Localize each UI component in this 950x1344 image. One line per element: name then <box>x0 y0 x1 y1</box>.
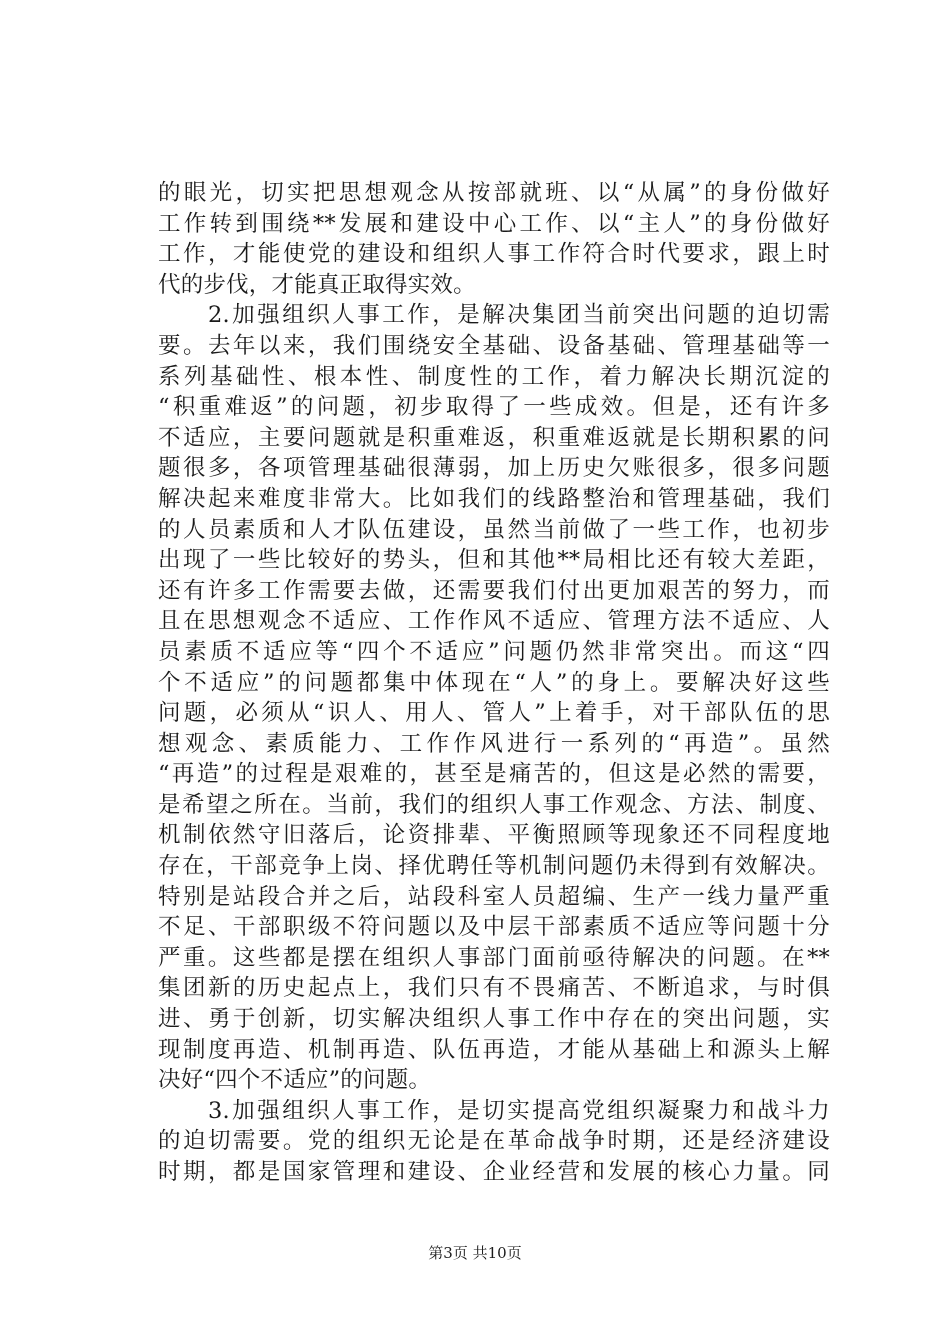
text-line: 员素质不适应等“四个不适应”问题仍然非常突出。而这“四 <box>158 638 830 665</box>
text-line: 严重。这些都是摆在组织人事部门面前亟待解决的问题。在** <box>158 944 830 971</box>
text-line: 要。去年以来，我们围绕安全基础、设备基础、管理基础等一 <box>158 332 830 359</box>
page-footer: 第3页 共10页 <box>428 1244 522 1262</box>
text-line: 工作，才能使党的建设和组织人事工作符合时代要求，跟上时 <box>158 241 830 268</box>
text-line: 集团新的历史起点上，我们只有不畏痛苦、不断追求，与时俱 <box>158 975 830 1002</box>
text-line: 特别是站段合并之后，站段科室人员超编、生产一线力量严重 <box>158 883 830 910</box>
text-line: “积重难返”的问题，初步取得了一些成效。但是，还有许多 <box>158 394 830 421</box>
text-line: 且在思想观念不适应、工作作风不适应、管理方法不适应、人 <box>158 608 830 635</box>
text-line: 存在，干部竞争上岗、择优聘任等机制问题仍未得到有效解决。 <box>158 853 830 880</box>
text-line: “再造”的过程是艰难的，甚至是痛苦的，但这是必然的需要， <box>158 761 830 788</box>
text-line: 问题，必须从“识人、用人、管人”上着手，对干部队伍的思 <box>158 700 830 727</box>
text-line: 想观念、素质能力、工作作风进行一系列的“再造”。虽然 <box>158 730 830 757</box>
text-line: 不足、干部职级不符问题以及中层干部素质不适应等问题十分 <box>158 914 830 941</box>
text-line: 决好“四个不适应”的问题。 <box>158 1067 432 1094</box>
text-line: 不适应，主要问题就是积重难返，积重难返就是长期积累的问 <box>158 424 830 451</box>
text-line: 题很多，各项管理基础很薄弱，加上历史欠账很多，很多问题 <box>158 455 830 482</box>
text-line: 的眼光，切实把思想观念从按部就班、以“从属”的身份做好 <box>158 180 830 206</box>
text-line: 是希望之所在。当前，我们的组织人事工作观念、方法、制度、 <box>158 791 830 818</box>
document-body <box>158 178 830 1188</box>
text-line: 的人员素质和人才队伍建设，虽然当前做了一些工作，也初步 <box>158 516 830 543</box>
text-line: 工作转到围绕**发展和建设中心工作、以“主人”的身份做好 <box>158 210 830 237</box>
text-line: 系列基础性、根本性、制度性的工作，着力解决长期沉淀的 <box>158 363 830 390</box>
text-line: 2.加强组织人事工作，是解决集团当前突出问题的迫切需 <box>158 302 830 329</box>
text-line: 机制依然守旧落后，论资排辈、平衡照顾等现象还不同程度地 <box>158 822 830 849</box>
text-line: 进、勇于创新，切实解决组织人事工作中存在的突出问题，实 <box>158 1006 830 1033</box>
text-line: 还有许多工作需要去做，还需要我们付出更加艰苦的努力，而 <box>158 577 830 604</box>
text-line: 3.加强组织人事工作，是切实提高党组织凝聚力和战斗力 <box>158 1097 830 1124</box>
text-line: 解决起来难度非常大。比如我们的线路整治和管理基础，我们 <box>158 485 830 512</box>
text-line: 出现了一些比较好的势头，但和其他**局相比还有较大差距， <box>158 547 830 574</box>
text-line: 现制度再造、机制再造、队伍再造，才能从基础上和源头上解 <box>158 1036 830 1063</box>
text-line: 时期，都是国家管理和建设、企业经营和发展的核心力量。同 <box>158 1159 830 1185</box>
text-line: 的迫切需要。党的组织无论是在革命战争时期，还是经济建设 <box>158 1128 830 1155</box>
text-line: 个不适应”的问题都集中体现在“人”的身上。要解决好这些 <box>158 669 830 696</box>
text-line: 代的步伐，才能真正取得实效。 <box>158 271 476 298</box>
